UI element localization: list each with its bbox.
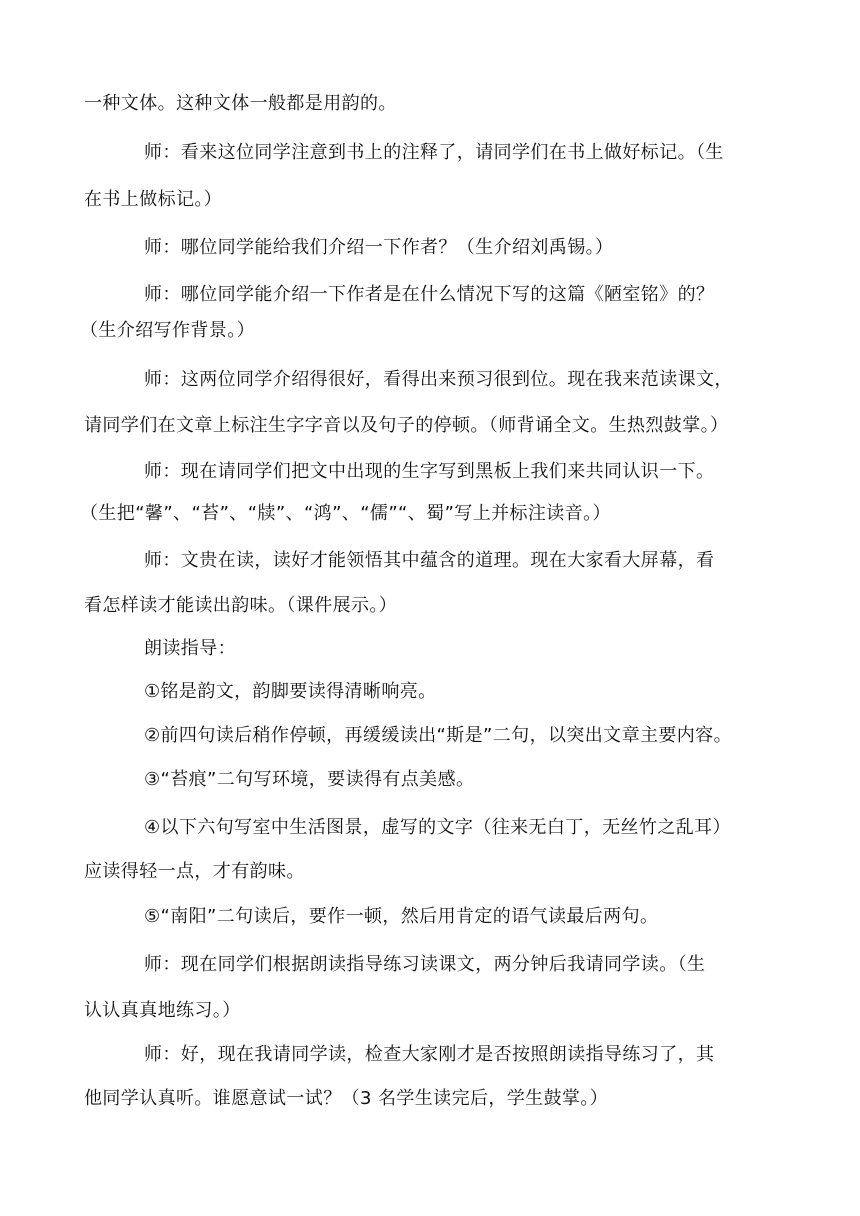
text-line-18: 应读得轻一点，才有韵味。 <box>84 861 305 882</box>
text-line-19: ⑤“南阳”二句读后，要作一顿，然后用肯定的语气读最后两句。 <box>144 906 659 927</box>
text-line-23: 他同学认真听。谁愿意试一试？（3 名学生读完后，学生鼓掌。） <box>84 1088 609 1109</box>
text-line-12: 看怎样读才能读出韵味。（课件展示。） <box>84 595 398 616</box>
text-line-8: 请同学们在文章上标注生字字音以及句子的停顿。（师背诵全文。生热烈鼓掌。） <box>84 415 729 436</box>
text-line-22: 师：好，现在我请同学读，检查大家刚才是否按照朗读指导练习了，其 <box>144 1044 715 1065</box>
text-line-14: ①铭是韵文，韵脚要读得清晰响亮。 <box>144 681 437 702</box>
text-line-3: 在书上做标记。） <box>84 189 223 210</box>
text-line-2: 师：看来这位同学注意到书上的注释了，请同学们在书上做好标记。（生 <box>144 142 724 163</box>
text-line-21: 认认真真地练习。） <box>84 1000 241 1021</box>
text-line-11: 师：文贵在读，读好才能领悟其中蕴含的道理。现在大家看大屏幕，看 <box>144 550 715 571</box>
text-line-15: ②前四句读后稍作停顿，再缓缓读出“斯是”二句，以突出文章主要内容。 <box>144 725 732 746</box>
text-line-16: ③“苔痕”二句写环境，要读得有点美感。 <box>144 769 475 790</box>
text-line-9: 师：现在请同学们把文中出现的生字写到黑板上我们来共同认识一下。 <box>144 461 715 482</box>
text-line-4: 师：哪位同学能给我们介绍一下作者？（生介绍刘禹锡。） <box>144 237 614 258</box>
text-line-7: 师：这两位同学介绍得很好，看得出来预习很到位。现在我来范读课文， <box>144 369 733 390</box>
text-line-10: （生把“馨”、“苔”、“牍”、“鸿”、“儒”“、蜀”写上并标注读音。） <box>80 503 611 524</box>
text-line-6: （生介绍写作背景。） <box>80 320 255 341</box>
text-line-17: ④以下六句写室中生活图景，虚写的文字（往来无白丁，无丝竹之乱耳） <box>144 817 731 838</box>
text-line-5: 师：哪位同学能介绍一下作者是在什么情况下写的这篇《陋室铭》的？ <box>144 284 715 305</box>
text-line-13: 朗读指导： <box>144 638 236 659</box>
text-line-20: 师：现在同学们根据朗读指导练习读课文，两分钟后我请同学读。（生 <box>144 954 706 975</box>
text-line-1: 一种文体。这种文体一般都是用韵的。 <box>84 93 397 114</box>
